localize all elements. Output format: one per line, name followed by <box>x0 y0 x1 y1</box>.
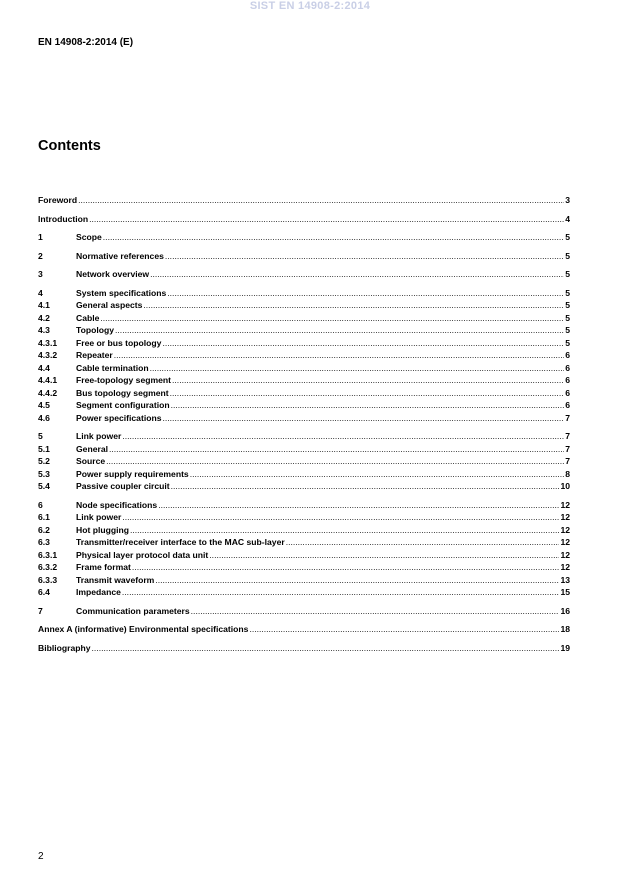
toc-entry-page: 5 <box>565 337 570 348</box>
toc-dot-leader <box>286 536 560 549</box>
toc-entry[interactable] <box>38 268 570 281</box>
toc-dot-leader <box>92 642 560 655</box>
toc-entry-page: 7 <box>565 412 570 423</box>
toc-entry-title: Repeater <box>76 350 113 360</box>
toc-entry[interactable] <box>38 412 570 425</box>
toc-entry-number: 5.2 <box>38 456 50 466</box>
toc-entry-number: 5 <box>38 431 43 441</box>
toc-entry-number: 5.1 <box>38 443 50 454</box>
toc-dot-leader <box>249 623 559 636</box>
toc-entry[interactable] <box>38 511 570 524</box>
toc-entry-number: 3 <box>38 269 43 279</box>
toc-entry-number: 7 <box>38 605 43 616</box>
toc-entry-title: Introduction <box>38 213 89 224</box>
toc-entry-page: 12 <box>560 524 570 535</box>
toc-entry-title: Physical layer protocol data unit <box>76 549 209 560</box>
toc-entry-title: General <box>76 443 109 454</box>
toc-entry[interactable] <box>38 623 570 636</box>
toc-dot-leader <box>158 499 559 512</box>
toc-entry-page: 19 <box>560 642 570 653</box>
toc-dot-leader <box>162 337 564 350</box>
toc-entry-number: 6 <box>38 499 43 510</box>
toc-entry-title: Link power <box>76 431 122 441</box>
toc-entry-page: 6 <box>565 375 570 385</box>
toc-dot-leader <box>115 324 564 337</box>
toc-entry[interactable] <box>38 605 570 618</box>
toc-entry-title: Bus topology segment <box>76 387 169 398</box>
toc-dot-leader <box>171 399 565 412</box>
toc-entry-page: 5 <box>565 300 570 310</box>
toc-entry[interactable] <box>38 362 570 375</box>
toc-dot-leader <box>122 511 559 524</box>
toc-dot-leader <box>191 605 560 618</box>
toc-entry[interactable] <box>38 430 570 443</box>
toc-entry-number: 6.3 <box>38 537 50 547</box>
toc-dot-leader <box>155 574 559 587</box>
toc-entry-page: 5 <box>565 287 570 298</box>
toc-entry-page: 5 <box>565 232 570 242</box>
toc-entry-title: Power supply requirements <box>76 468 189 479</box>
toc-dot-leader <box>150 362 565 375</box>
toc-entry-page: 15 <box>560 587 570 597</box>
toc-entry-page: 12 <box>560 537 570 547</box>
toc-entry-number: 4.4.1 <box>38 375 58 385</box>
toc-entry[interactable] <box>38 480 570 493</box>
toc-entry[interactable] <box>38 374 570 387</box>
toc-entry-page: 10 <box>560 481 570 491</box>
toc-entry-page: 7 <box>565 443 570 454</box>
toc-entry-title: Topology <box>76 325 115 335</box>
toc-entry[interactable] <box>38 524 570 537</box>
toc-entry[interactable] <box>38 499 570 512</box>
toc-entry[interactable] <box>38 324 570 337</box>
toc-entry-page: 7 <box>565 456 570 466</box>
toc-entry-page: 6 <box>565 387 570 398</box>
toc-entry-number: 4.2 <box>38 312 50 323</box>
toc-entry-number: 4.4 <box>38 362 50 373</box>
toc-entry-number: 6.1 <box>38 512 50 522</box>
toc-entry[interactable] <box>38 642 570 655</box>
document-id: EN 14908-2:2014 (E) <box>38 37 134 48</box>
toc-entry-page: 12 <box>560 499 570 510</box>
toc-entry-number: 6.4 <box>38 587 50 597</box>
toc-entry-title: Free or bus topology <box>76 337 162 348</box>
toc-entry-number: 6.2 <box>38 524 50 535</box>
toc-entry[interactable] <box>38 468 570 481</box>
toc-entry-number: 1 <box>38 232 43 242</box>
toc-entry[interactable] <box>38 194 570 207</box>
toc-entry-number: 4.6 <box>38 412 50 423</box>
toc-entry-page: 6 <box>565 350 570 360</box>
toc-entry-page: 6 <box>565 362 570 373</box>
toc-entry-page: 7 <box>565 431 570 441</box>
toc-entry-number: 4.4.2 <box>38 387 58 398</box>
toc-entry-number: 6.3.2 <box>38 562 58 572</box>
toc-entry-number: 6.3.1 <box>38 549 58 560</box>
toc-entry-title: General aspects <box>76 300 143 310</box>
toc-dot-leader <box>100 312 564 325</box>
toc-entry-number: 4.1 <box>38 300 50 310</box>
toc-entry-page: 5 <box>565 325 570 335</box>
toc-entry-title: Node specifications <box>76 499 158 510</box>
toc-entry[interactable] <box>38 399 570 412</box>
toc-entry-page: 8 <box>565 468 570 479</box>
toc-entry-title: Transmit waveform <box>76 574 155 585</box>
toc-entry[interactable] <box>38 213 570 226</box>
toc-entry-title: Network overview <box>76 269 150 279</box>
toc-entry-title: Link power <box>76 512 122 522</box>
toc-entry-number: 5.3 <box>38 468 50 479</box>
toc-dot-leader <box>167 287 564 300</box>
toc-entry[interactable] <box>38 455 570 468</box>
toc-entry-page: 6 <box>565 400 570 410</box>
toc-dot-leader <box>106 455 564 468</box>
toc-entry-number: 4.5 <box>38 400 50 410</box>
toc-entry-page: 4 <box>565 213 570 224</box>
toc-entry-page: 16 <box>560 605 570 616</box>
toc-entry-title: System specifications <box>76 287 167 298</box>
page-number: 2 <box>38 851 44 862</box>
toc-dot-leader <box>165 250 564 263</box>
toc-entry-title: Communication parameters <box>76 605 190 616</box>
toc-entry-title: Transmitter/receiver interface to the MAC sub-layer <box>76 537 285 547</box>
toc-dot-leader <box>190 468 565 481</box>
toc-entry-title: Segment configuration <box>76 400 170 410</box>
toc-dot-leader <box>122 586 560 599</box>
toc-entry-title: Bibliography <box>38 642 91 653</box>
toc-entry-title: Power specifications <box>76 412 162 423</box>
toc-entry[interactable] <box>38 287 570 300</box>
toc-dot-leader <box>150 268 564 281</box>
toc-entry-title: Normative references <box>76 250 164 261</box>
watermark: SIST EN 14908-2:2014 <box>249 0 371 12</box>
toc-entry-page: 18 <box>560 624 570 634</box>
toc-entry-number: 4 <box>38 287 43 298</box>
toc-entry[interactable] <box>38 561 570 574</box>
toc-dot-leader <box>122 430 564 443</box>
toc-entry-title: Passive coupler circuit <box>76 481 170 491</box>
toc-entry-title: Cable <box>76 312 100 323</box>
toc-entry-page: 13 <box>560 574 570 585</box>
table-of-contents <box>38 194 570 654</box>
toc-entry[interactable] <box>38 299 570 312</box>
toc-entry[interactable] <box>38 443 570 456</box>
toc-entry[interactable] <box>38 586 570 599</box>
toc-entry-page: 12 <box>560 562 570 572</box>
toc-entry-title: Impedance <box>76 587 121 597</box>
toc-dot-leader <box>103 231 564 244</box>
toc-entry-page: 5 <box>565 250 570 261</box>
toc-entry-number: 5.4 <box>38 481 50 491</box>
toc-entry-title: Hot plugging <box>76 524 129 535</box>
toc-dot-leader <box>163 412 565 425</box>
toc-dot-leader <box>132 561 560 574</box>
toc-entry-page: 12 <box>560 549 570 560</box>
toc-entry-page: 5 <box>565 312 570 323</box>
toc-entry[interactable] <box>38 312 570 325</box>
toc-dot-leader <box>130 524 559 537</box>
toc-entry-number: 6.3.3 <box>38 574 58 585</box>
toc-dot-leader <box>209 549 559 562</box>
toc-entry[interactable] <box>38 549 570 562</box>
toc-dot-leader <box>89 213 564 226</box>
toc-entry-title: Source <box>76 456 106 466</box>
toc-entry-title: Annex A (informative) Environmental specifications <box>38 624 249 634</box>
toc-dot-leader <box>109 443 564 456</box>
toc-dot-leader <box>172 374 564 387</box>
toc-entry[interactable] <box>38 387 570 400</box>
toc-entry[interactable] <box>38 349 570 362</box>
contents-heading: Contents <box>38 138 101 154</box>
toc-entry[interactable] <box>38 536 570 549</box>
toc-entry-title: Foreword <box>38 195 78 205</box>
toc-entry-title: Scope <box>76 232 102 242</box>
toc-entry-number: 4.3.2 <box>38 350 58 360</box>
toc-dot-leader <box>143 299 564 312</box>
toc-entry-page: 12 <box>560 512 570 522</box>
toc-entry-page: 3 <box>565 195 570 205</box>
toc-entry-title: Cable termination <box>76 362 149 373</box>
toc-entry[interactable] <box>38 231 570 244</box>
toc-dot-leader <box>170 387 565 400</box>
toc-entry-number: 2 <box>38 250 43 261</box>
toc-entry-title: Frame format <box>76 562 131 572</box>
toc-entry[interactable] <box>38 337 570 350</box>
toc-dot-leader <box>114 349 564 362</box>
toc-entry-title: Free-topology segment <box>76 375 172 385</box>
toc-entry-number: 4.3.1 <box>38 337 58 348</box>
toc-entry-number: 4.3 <box>38 325 50 335</box>
toc-dot-leader <box>171 480 560 493</box>
toc-entry[interactable] <box>38 250 570 263</box>
toc-entry-page: 5 <box>565 269 570 279</box>
toc-entry[interactable] <box>38 574 570 587</box>
toc-dot-leader <box>78 194 564 207</box>
